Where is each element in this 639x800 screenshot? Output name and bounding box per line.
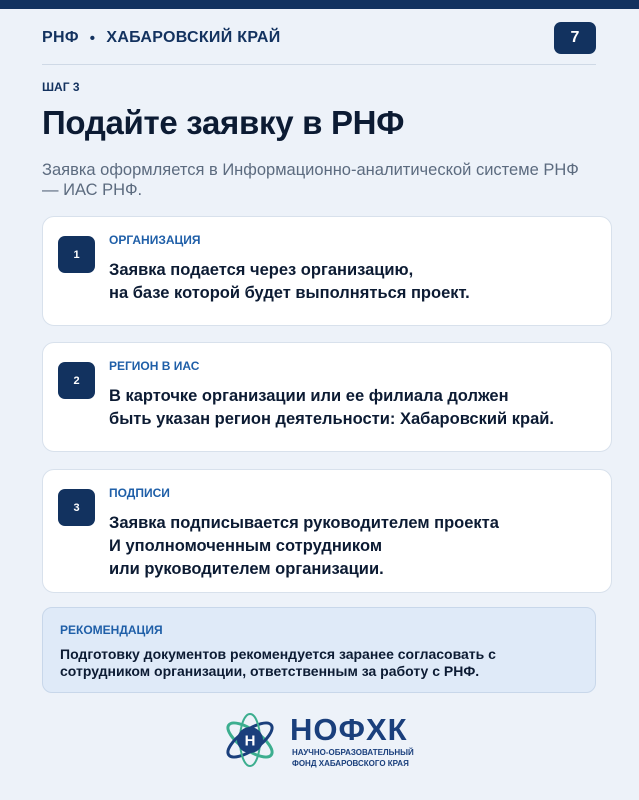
card-number-badge: 2 — [58, 362, 95, 399]
card-text-line: на базе которой будет выполняться проект. — [109, 284, 470, 302]
header-divider — [42, 64, 596, 65]
header-title — [42, 29, 281, 47]
card-number-badge: 3 — [58, 489, 95, 526]
card-text — [109, 385, 604, 431]
step-card-organization — [42, 216, 612, 326]
recommendation-caption: РЕКОМЕНДАЦИЯ — [60, 623, 163, 637]
card-text — [109, 259, 604, 305]
header-org: РНФ — [42, 29, 79, 46]
card-text-line: Заявка подается через организацию, — [109, 261, 414, 279]
logo-subtitle — [292, 747, 442, 769]
card-caption: ПОДПИСИ — [109, 486, 170, 500]
card-caption: РЕГИОН В ИАС — [109, 359, 200, 373]
top-accent-bar — [0, 0, 639, 9]
logo-atom-icon — [222, 712, 278, 768]
card-caption: ОРГАНИЗАЦИЯ — [109, 233, 201, 247]
step-card-region — [42, 342, 612, 452]
recommendation-line: Подготовку документов рекомендуется заранее согласовать с — [60, 646, 496, 662]
card-number-badge: 1 — [58, 236, 95, 273]
header-separator: • — [89, 29, 96, 47]
logo-subtitle-line: НАУЧНО-ОБРАЗОВАТЕЛЬНЫЙ — [292, 748, 414, 757]
page-subtitle: Заявка оформляется в Информационно-аналитической системе РНФ — ИАС РНФ. — [42, 161, 579, 199]
footer-logo — [222, 710, 442, 776]
card-text-line: И уполномоченным сотрудником — [109, 537, 383, 555]
page-title: Подайте заявку в РНФ — [42, 104, 405, 141]
card-text — [109, 512, 604, 581]
card-text-line: быть указан регион деятельности: Хабаровский край. — [109, 410, 554, 428]
recommendation-text — [60, 646, 585, 680]
header — [42, 22, 596, 54]
logo-mark-letter: Н — [244, 732, 256, 750]
page-number-badge: 7 — [554, 22, 596, 54]
logo-name: НОФХК — [290, 712, 408, 747]
card-text-line: Заявка подписывается руководителем проекта — [109, 514, 499, 532]
recommendation-box — [42, 607, 596, 693]
step-label: ШАГ 3 — [42, 80, 80, 94]
card-text-line: или руководителем организации. — [109, 560, 384, 578]
header-region: ХАБАРОВСКИЙ КРАЙ — [106, 29, 281, 46]
card-text-line: В карточке организации или ее филиала должен — [109, 387, 509, 405]
step-card-signatures — [42, 469, 612, 593]
recommendation-line: сотрудником организации, ответственным за работу с РНФ. — [60, 663, 480, 679]
logo-subtitle-line: ФОНД ХАБАРОВСКОГО КРАЯ — [292, 759, 409, 768]
